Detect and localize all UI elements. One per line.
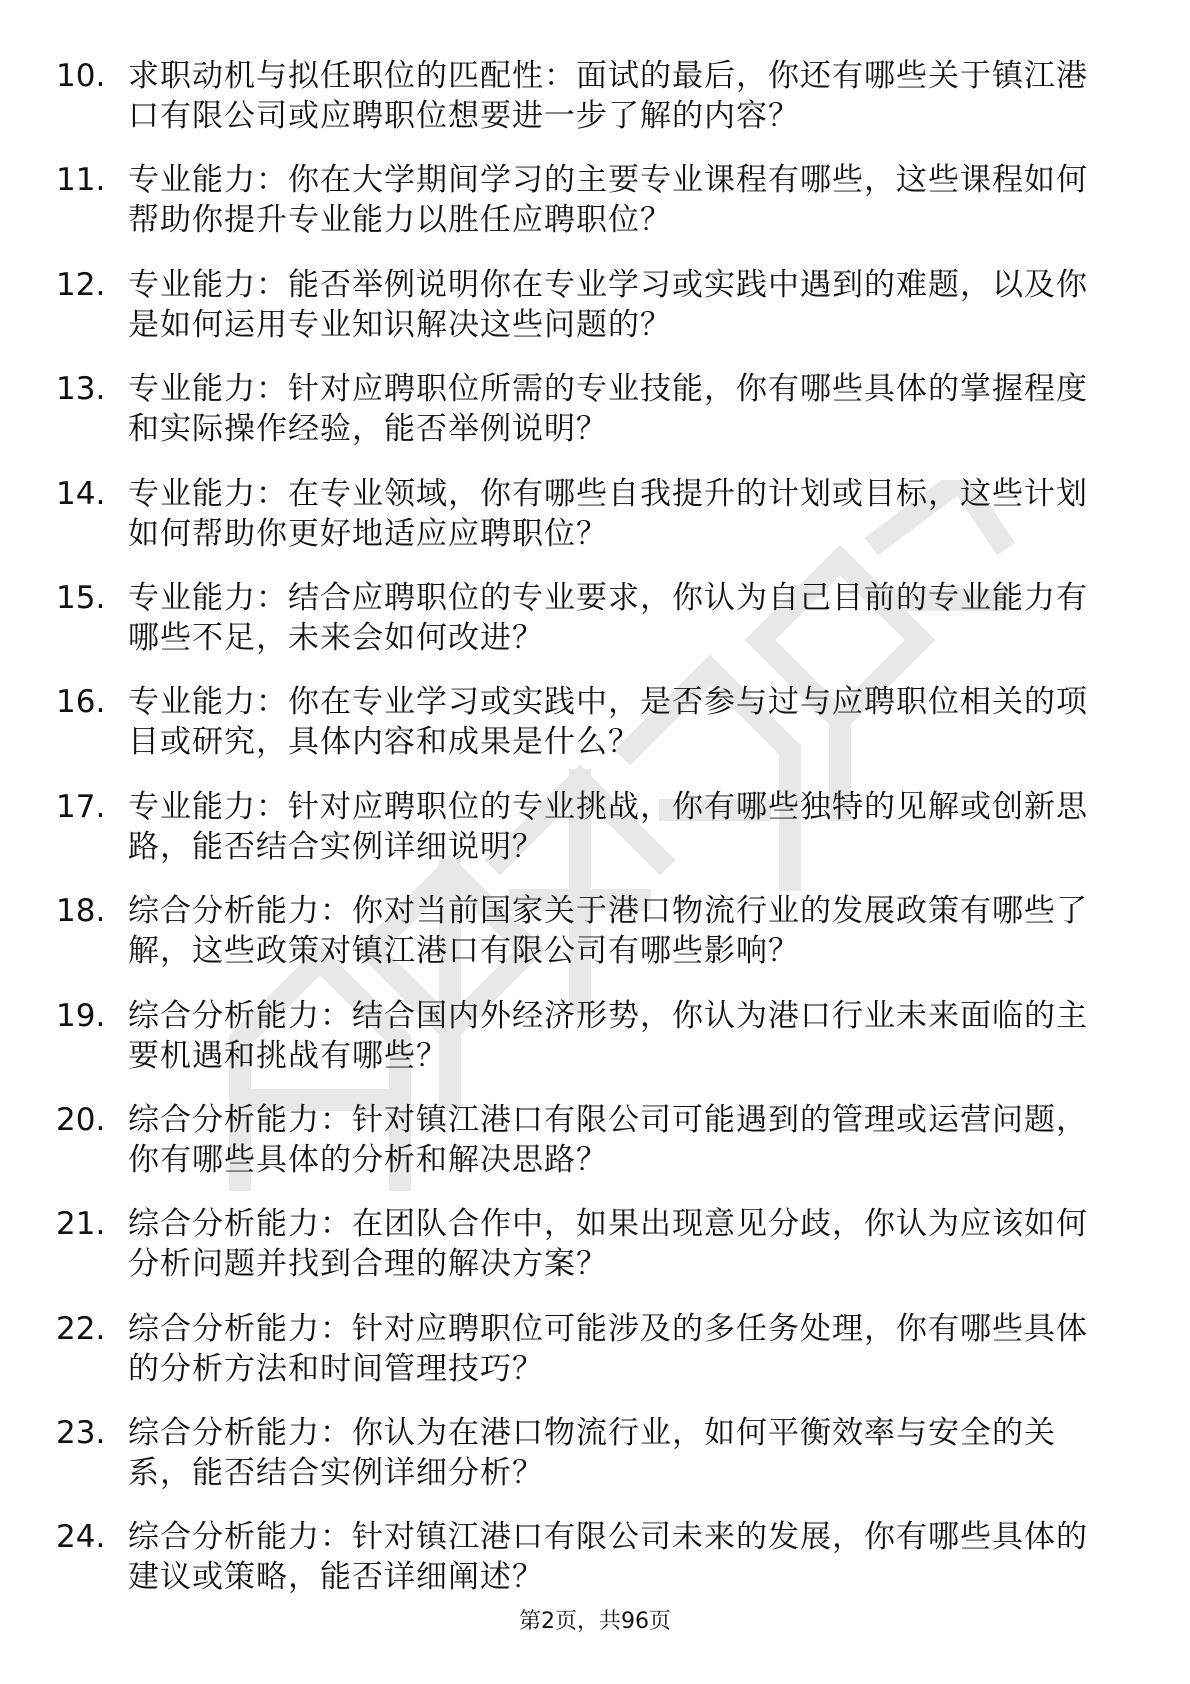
question-item [56,1517,1106,1597]
page-footer: 第2页，共96页 [519,1609,671,1634]
question-list [56,56,1106,1622]
question-number: 16. [56,684,106,721]
question-text: 专业能力：你在大学期间学习的主要专业课程有哪些，这些课程如何帮助你提升专业能力以胜任应聘职位？ [128,162,1088,239]
question-item [56,787,1106,867]
question-item [56,682,1106,762]
question-text: 专业能力：针对应聘职位的专业挑战，你有哪些独特的见解或创新思路，能否结合实例详细说明？ [128,788,1088,865]
question-text: 综合分析能力：针对应聘职位可能涉及的多任务处理，你有哪些具体的分析方法和时间管理技巧？ [128,1310,1088,1387]
question-text: 综合分析能力：你认为在港口物流行业，如何平衡效率与安全的关系，能否结合实例详细分析？ [128,1415,1056,1492]
question-item [56,369,1106,449]
question-number: 20. [56,1101,106,1138]
question-number: 22. [56,1310,106,1347]
question-text: 综合分析能力：结合国内外经济形势，你认为港口行业未来面临的主要机遇和挑战有哪些？ [128,997,1088,1074]
question-text: 综合分析能力：你对当前国家关于港口物流行业的发展政策有哪些了解，这些政策对镇江港口有限公司有哪些影响？ [128,893,1088,970]
question-number: 12. [56,266,106,303]
question-number: 23. [56,1415,106,1452]
question-item [56,56,1106,136]
question-number: 15. [56,579,106,616]
question-item [56,1413,1106,1493]
question-text: 综合分析能力：针对镇江港口有限公司未来的发展，你有哪些具体的建议或策略，能否详细阐述？ [128,1519,1088,1596]
question-item [56,474,1106,554]
question-number: 18. [56,893,106,930]
question-number: 17. [56,788,106,825]
question-text: 求职动机与拟任职位的匹配性：面试的最后，你还有哪些关于镇江港口有限公司或应聘职位想要进一步了解的内容？ [128,58,1088,134]
question-text: 专业能力：你在专业学习或实践中，是否参与过与应聘职位相关的项目或研究，具体内容和成果是什么？ [128,684,1088,761]
question-text: 专业能力：能否举例说明你在专业学习或实践中遇到的难题，以及你是如何运用专业知识解决这些问题的？ [128,266,1088,343]
question-number: 24. [56,1519,106,1556]
question-text: 专业能力：在专业领域，你有哪些自我提升的计划或目标，这些计划如何帮助你更好地适应应聘职位？ [128,475,1088,552]
question-text: 综合分析能力：在团队合作中，如果出现意见分歧，你认为应该如何分析问题并找到合理的解决方案？ [128,1206,1088,1283]
question-number: 11. [56,162,106,199]
question-number: 21. [56,1206,106,1243]
question-item [56,1204,1106,1284]
question-number: 19. [56,997,106,1034]
question-number: 13. [56,371,106,408]
question-item [56,160,1106,240]
question-item [56,891,1106,971]
question-text: 综合分析能力：针对镇江港口有限公司可能遇到的管理或运营问题，你有哪些具体的分析和解决思路？ [128,1101,1088,1178]
question-number: 14. [56,475,106,512]
question-item [56,578,1106,658]
question-item [56,1100,1106,1180]
question-text: 专业能力：结合应聘职位的专业要求，你认为自己目前的专业能力有哪些不足，未来会如何改进？ [128,579,1088,656]
question-item [56,996,1106,1076]
question-text: 专业能力：针对应聘职位所需的专业技能，你有哪些具体的掌握程度和实际操作经验，能否举例说明？ [128,371,1088,448]
question-item [56,265,1106,345]
question-number: 10. [56,58,106,94]
question-item [56,1309,1106,1389]
